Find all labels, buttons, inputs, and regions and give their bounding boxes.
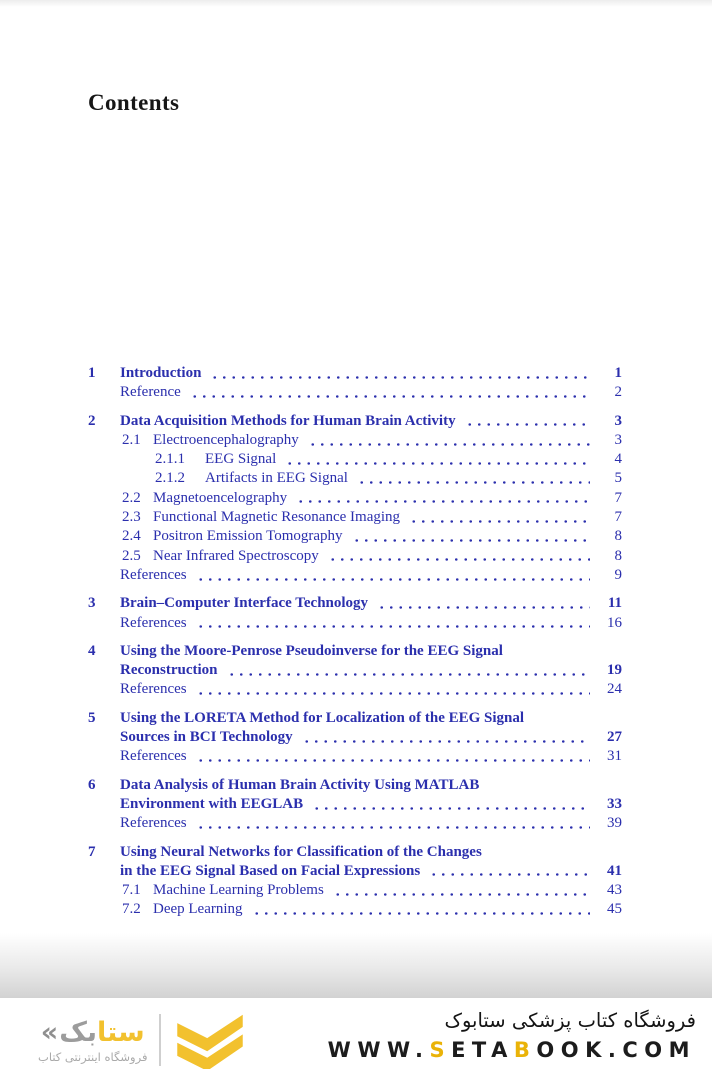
dot-leader <box>250 900 590 919</box>
url-text-segment: WWW. <box>327 1038 430 1062</box>
toc-entry-title[interactable]: in the EEG Signal Based on Facial Expressions <box>120 862 421 879</box>
toc-entry-title[interactable]: Near Infrared Spectroscopy <box>153 547 319 564</box>
toc-page-number[interactable]: 31 <box>607 748 622 765</box>
footer-right-block <box>328 1006 696 1065</box>
store-title: فروشگاه کتاب پزشکی ستابوک <box>444 1009 696 1032</box>
toc-page-number[interactable]: 39 <box>607 815 622 832</box>
toc-row <box>88 843 622 862</box>
toc-page-number[interactable]: 3 <box>614 412 622 429</box>
toc-page-number[interactable]: 3 <box>614 431 622 448</box>
toc-page-number[interactable]: 9 <box>614 566 622 583</box>
dot-leader <box>463 412 590 431</box>
toc-row <box>88 431 622 450</box>
toc-entry-number: 5 <box>88 709 96 726</box>
toc-entry-number: 7.2 <box>122 901 141 918</box>
toc-entry-title[interactable]: Magnetoencelography <box>153 489 288 506</box>
toc-entry-title[interactable]: References <box>120 681 187 698</box>
toc-row <box>88 709 622 728</box>
toc-entry-title[interactable]: Machine Learning Problems <box>153 882 324 899</box>
toc-entry-title[interactable]: Data Acquisition Methods for Human Brain Activity <box>120 412 456 429</box>
dot-leader <box>355 469 590 488</box>
toc-entry-number: 2.2 <box>122 489 141 506</box>
toc-page-number[interactable]: 1 <box>614 365 622 381</box>
dot-leader <box>225 661 591 680</box>
dot-leader <box>194 747 590 766</box>
toc-row <box>88 642 622 661</box>
toc-row <box>88 383 622 402</box>
toc-entry-title[interactable]: Electroencephalography <box>153 431 299 448</box>
toc-entry-title[interactable]: Using the Moore-Penrose Pseudoinverse for the EEG Signal <box>120 642 503 659</box>
logo-divider <box>159 1014 161 1066</box>
dot-leader <box>427 862 590 881</box>
toc-entry-title[interactable]: Positron Emission Tomography <box>153 528 343 545</box>
toc-page-number[interactable]: 7 <box>614 489 622 506</box>
toc-page-number[interactable]: 4 <box>614 451 622 468</box>
toc-entry-number: 6 <box>88 776 96 793</box>
toc-entry-title[interactable]: Artifacts in EEG Signal <box>205 470 348 487</box>
toc-entry-number: 2 <box>88 412 96 429</box>
double-chevron-logo-icon <box>171 1011 249 1069</box>
wordmark-gray-part: بک <box>59 1016 97 1048</box>
toc-row <box>88 547 622 566</box>
dot-leader <box>194 614 590 633</box>
toc-entry-title[interactable]: EEG Signal <box>205 451 277 468</box>
dot-leader <box>310 795 590 814</box>
toc-row <box>88 680 622 699</box>
toc-entry-number: 7 <box>88 843 96 860</box>
dot-leader <box>188 383 590 402</box>
toc-entry-title[interactable]: Sources in BCI Technology <box>120 729 293 746</box>
toc-row <box>88 795 622 814</box>
dot-leader <box>194 680 590 699</box>
dot-leader <box>194 814 590 833</box>
toc-entry-number: 3 <box>88 595 96 612</box>
toc-page-number[interactable]: 43 <box>607 882 622 899</box>
toc-page-number[interactable]: 16 <box>607 614 622 631</box>
toc-entry-number: 2.5 <box>122 547 141 564</box>
dot-leader <box>326 547 590 566</box>
toc-row <box>88 814 622 833</box>
guillemet-icon: « <box>40 1016 59 1048</box>
toc-entry-number: 2.1.2 <box>155 470 185 487</box>
footer-banner <box>0 998 712 1079</box>
dot-leader <box>208 364 590 383</box>
dot-leader <box>283 450 590 469</box>
toc-entry-title[interactable]: Functional Magnetic Resonance Imaging <box>153 509 401 526</box>
toc-page-number[interactable]: 7 <box>614 509 622 526</box>
toc-row <box>88 566 622 585</box>
toc-row <box>88 594 622 613</box>
toc-row <box>88 747 622 766</box>
toc-entry-title[interactable]: References <box>120 614 187 631</box>
url-text-segment: ETA <box>451 1038 514 1062</box>
toc-entry-title[interactable]: Introduction <box>120 365 202 381</box>
toc-entry-title[interactable]: Deep Learning <box>153 901 243 918</box>
toc-entry-number: 1 <box>88 365 96 381</box>
toc-page-number[interactable]: 24 <box>607 681 622 698</box>
toc-entry-title[interactable]: References <box>120 815 187 832</box>
footer-url[interactable] <box>328 1035 696 1065</box>
toc-row <box>88 862 622 881</box>
toc-row <box>88 661 622 680</box>
toc-row <box>88 776 622 795</box>
toc-row <box>88 614 622 633</box>
toc-entry-title[interactable]: Using Neural Networks for Classification of the Changes <box>120 843 482 860</box>
brand-tagline: فروشگاه اینترنتی کتاب <box>38 1049 148 1064</box>
toc-row <box>88 881 622 900</box>
toc-row <box>88 508 622 527</box>
toc-page-number[interactable]: 41 <box>607 862 622 879</box>
toc-entry-title[interactable]: Reference <box>120 384 181 401</box>
toc-row <box>88 469 622 488</box>
toc-page-number[interactable]: 45 <box>607 901 622 918</box>
toc-row <box>88 728 622 747</box>
toc-page-number[interactable]: 33 <box>607 795 622 812</box>
toc-page-number[interactable]: 11 <box>607 595 622 612</box>
toc-row <box>88 489 622 508</box>
url-highlight-letter: B <box>513 1038 537 1062</box>
toc-page-number[interactable]: 8 <box>614 547 622 564</box>
dot-leader <box>350 527 590 546</box>
dot-leader <box>407 508 590 527</box>
dot-leader <box>294 489 590 508</box>
toc-page-number[interactable]: 2 <box>614 384 622 401</box>
toc-row <box>88 450 622 469</box>
toc-entry-number: 2.1.1 <box>155 451 185 468</box>
toc-entry-title[interactable]: Brain–Computer Interface Technology <box>120 595 369 612</box>
dot-leader <box>306 431 590 450</box>
toc-row <box>88 527 622 546</box>
page-bottom-shadow <box>0 933 712 998</box>
toc-entry-title[interactable]: References <box>120 566 187 583</box>
toc-entry-title[interactable]: Using the LORETA Method for Localization of the EEG Signal <box>120 709 525 726</box>
scan-top-edge <box>0 0 712 7</box>
toc-page-number[interactable]: 5 <box>614 470 622 487</box>
toc-entry-number: 2.1 <box>122 431 141 448</box>
toc-list <box>88 364 622 920</box>
toc-entry-title[interactable]: Data Analysis of Human Brain Activity Using MATLAB <box>120 776 480 793</box>
dot-leader <box>194 566 590 585</box>
toc-entry-number: 2.3 <box>122 509 141 526</box>
toc-entry-title[interactable]: Environment with EEGLAB <box>120 795 304 812</box>
brand-wordmark <box>59 1017 145 1049</box>
toc-row <box>88 412 622 431</box>
url-highlight-letter: S <box>429 1038 452 1062</box>
toc-page-number[interactable]: 8 <box>614 528 622 545</box>
toc-page-number[interactable]: 27 <box>607 729 622 746</box>
toc-entry-number: 7.1 <box>122 882 141 899</box>
toc-entry-number: 4 <box>88 642 96 659</box>
brand-wordmark-row <box>41 1017 145 1049</box>
wordmark-gold-part: ستا <box>96 1016 145 1048</box>
brand-logo <box>38 1011 249 1069</box>
dot-leader <box>331 881 590 900</box>
url-text-segment: OOK.COM <box>536 1038 696 1062</box>
toc-entry-title[interactable]: Reconstruction <box>120 662 218 679</box>
toc-entry-title[interactable]: References <box>120 748 187 765</box>
toc-entry-number: 2.4 <box>122 528 141 545</box>
brand-wordmark-block <box>38 1017 147 1064</box>
toc-page-number[interactable]: 19 <box>607 662 622 679</box>
page-title: Contents <box>88 90 180 115</box>
dot-leader <box>300 728 590 747</box>
toc-row <box>88 900 622 919</box>
dot-leader <box>375 594 590 613</box>
toc-row <box>88 364 622 383</box>
